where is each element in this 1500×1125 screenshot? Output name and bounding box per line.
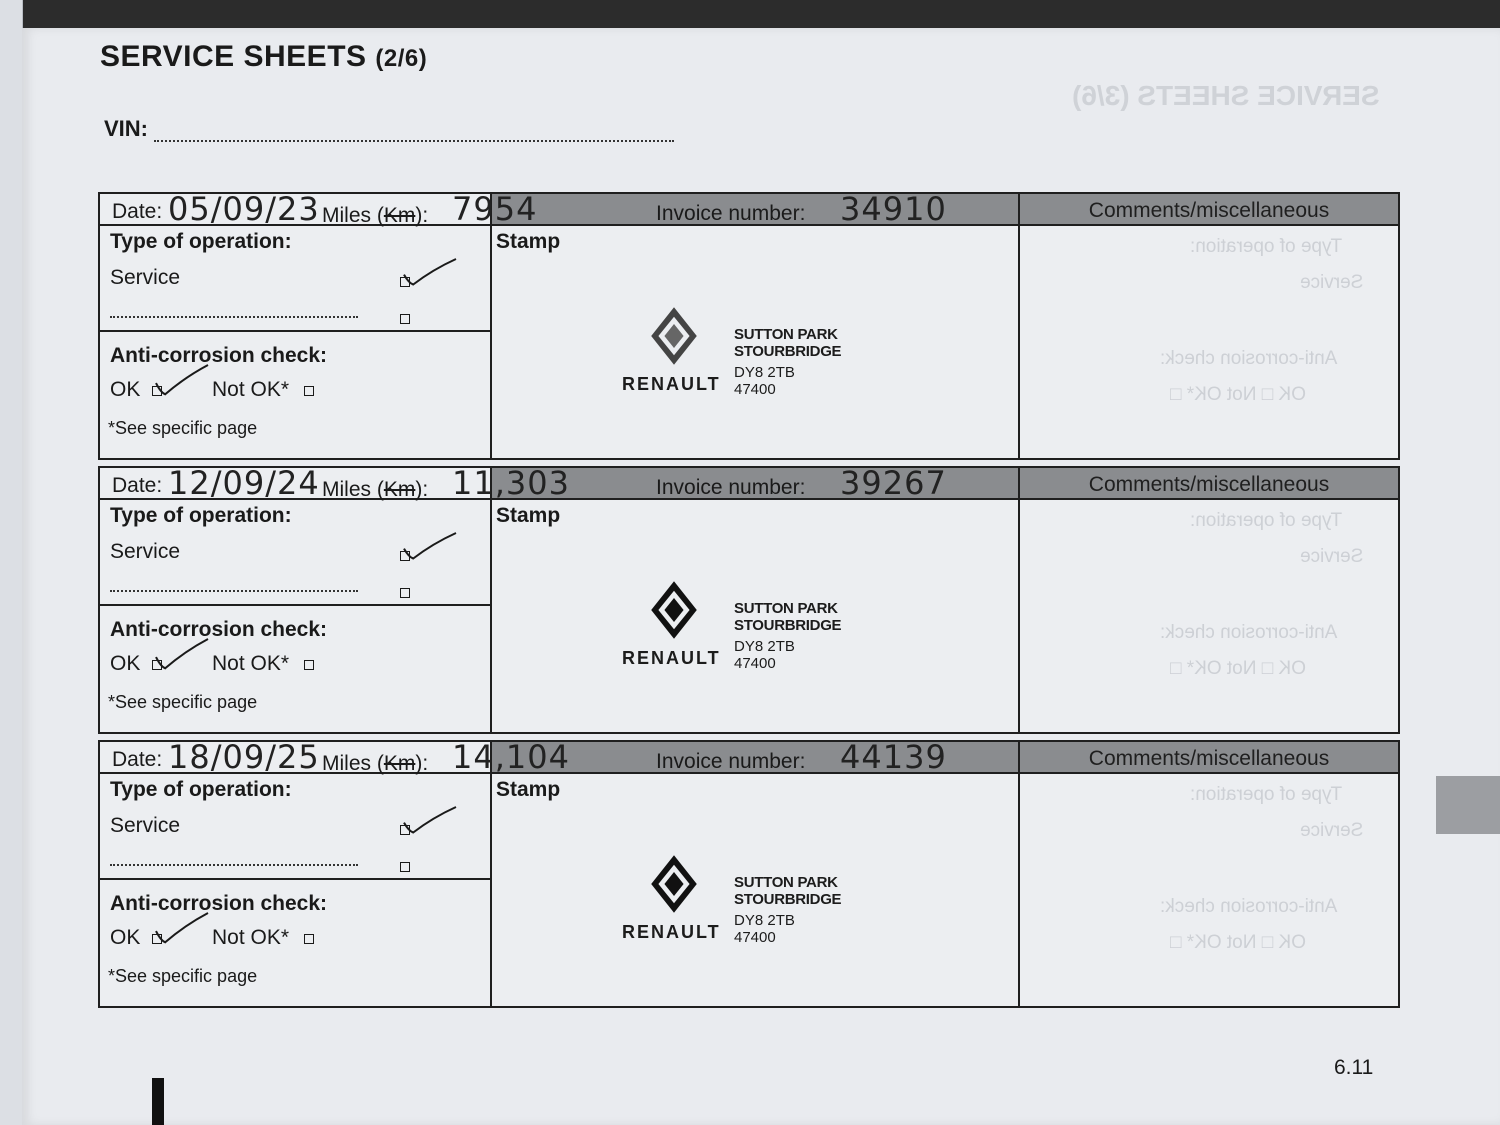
other-operation-line: [110, 316, 358, 318]
dealer-name-line1: SUTTON PARK: [734, 600, 838, 617]
stamp-column: [490, 772, 1018, 1006]
dealer-name-line2: STOURBRIDGE: [734, 891, 842, 908]
dealer-name-line1: SUTTON PARK: [734, 326, 838, 343]
stamp-label: Stamp: [496, 230, 561, 253]
anti-corrosion-label: Anti-corrosion check:: [110, 618, 328, 641]
renault-logo-icon: [650, 580, 698, 645]
vin-field: [104, 116, 674, 142]
stamp-label: Stamp: [496, 504, 561, 527]
vin-label: VIN:: [104, 116, 148, 141]
comments-header: Comments/miscellaneous: [1018, 194, 1398, 226]
section-tab-marker: [1436, 776, 1500, 834]
type-of-operation-label: Type of operation:: [110, 230, 292, 253]
miles-value: 14,104: [452, 738, 570, 776]
show-through-title: SERVICE SHEETS (3/6): [1072, 80, 1380, 111]
miles-value: 7954: [452, 190, 538, 228]
date-value: 05/09/23: [168, 190, 320, 228]
stamp-dealer-block: [734, 874, 841, 946]
show-through-text: Type of operation:: [1190, 784, 1343, 805]
service-label: Service: [110, 266, 181, 289]
anti-corrosion-label: Anti-corrosion check:: [110, 344, 328, 367]
stamp-column: [490, 498, 1018, 732]
invoice-value: 44139: [840, 738, 947, 776]
miles-label: Miles (Km):: [322, 752, 429, 775]
operation-column: [100, 498, 492, 732]
other-operation-line: [110, 864, 358, 866]
ok-label: OK: [110, 652, 141, 675]
stamp-dealer-block: [734, 600, 841, 672]
ok-check-mark: [154, 362, 210, 401]
km-struck: Km: [383, 204, 416, 227]
show-through-text: Type of operation:: [1190, 236, 1343, 257]
type-of-operation-label: Type of operation:: [110, 504, 292, 527]
date-label: Date:: [112, 748, 163, 771]
operation-divider: [100, 330, 490, 332]
stamp-brand: RENAULT: [622, 648, 721, 668]
date-label: Date:: [112, 200, 163, 223]
invoice-value: 39267: [840, 464, 947, 502]
dealer-postcode: DY8 2TB: [734, 638, 795, 655]
operation-column: [100, 772, 492, 1006]
service-sheet-entry: [98, 740, 1400, 1008]
see-specific-page-note: *See specific page: [108, 966, 258, 986]
show-through-text: OK □ Not OK* □: [1170, 384, 1306, 405]
ok-check-mark: [154, 636, 210, 675]
not-ok-checkbox[interactable]: [304, 660, 314, 670]
invoice-label: Invoice number:: [656, 202, 806, 225]
notebook-binding: [0, 0, 23, 1125]
km-struck: Km: [383, 478, 416, 501]
miles-label: Miles (Km):: [322, 204, 429, 227]
stamp-label: Stamp: [496, 778, 561, 801]
comments-header: Comments/miscellaneous: [1018, 468, 1398, 500]
dealer-code: 47400: [734, 929, 776, 946]
date-value: 12/09/24: [168, 464, 320, 502]
not-ok-checkbox[interactable]: [304, 934, 314, 944]
show-through-text: Service: [1300, 272, 1364, 293]
not-ok-label: Not OK*: [212, 652, 290, 675]
invoice-label: Invoice number:: [656, 476, 806, 499]
anti-corrosion-label: Anti-corrosion check:: [110, 892, 328, 915]
stamp-brand: RENAULT: [622, 374, 721, 394]
service-check-mark: [402, 256, 458, 291]
comments-area: [1018, 772, 1398, 1006]
dealer-code: 47400: [734, 655, 776, 672]
vin-dotted-line: [154, 124, 674, 142]
renault-logo-icon: [650, 306, 698, 371]
km-struck: Km: [383, 752, 416, 775]
service-check-mark: [402, 530, 458, 565]
page-title: [100, 40, 427, 74]
invoice-value: 34910: [840, 190, 947, 228]
service-sheet-entry: [98, 466, 1400, 734]
other-operation-checkbox[interactable]: [400, 862, 410, 872]
stamp-brand: RENAULT: [622, 922, 721, 942]
date-value: 18/09/25: [168, 738, 320, 776]
dealer-name-line2: STOURBRIDGE: [734, 617, 842, 634]
operation-divider: [100, 604, 490, 606]
dealer-postcode: DY8 2TB: [734, 364, 795, 381]
service-label: Service: [110, 814, 181, 837]
see-specific-page-note: *See specific page: [108, 418, 258, 438]
comments-area: [1018, 498, 1398, 732]
binding-mark: [152, 1078, 164, 1125]
stamp-dealer-block: [734, 326, 841, 398]
miles-value: 11,303: [452, 464, 570, 502]
not-ok-checkbox[interactable]: [304, 386, 314, 396]
not-ok-label: Not OK*: [212, 378, 290, 401]
show-through-text: Anti-corrosion check:: [1160, 622, 1338, 643]
service-label: Service: [110, 540, 181, 563]
page-title-text: SERVICE SHEETS: [100, 40, 367, 73]
other-operation-checkbox[interactable]: [400, 588, 410, 598]
operation-column: [100, 224, 492, 458]
dealer-name-line1: SUTTON PARK: [734, 874, 838, 891]
operation-divider: [100, 878, 490, 880]
type-of-operation-label: Type of operation:: [110, 778, 292, 801]
dealer-name-line2: STOURBRIDGE: [734, 343, 842, 360]
dealer-code: 47400: [734, 381, 776, 398]
service-sheet-entry: [98, 192, 1400, 460]
other-operation-checkbox[interactable]: [400, 314, 410, 324]
show-through-text: Anti-corrosion check:: [1160, 348, 1338, 369]
show-through-text: Service: [1300, 546, 1364, 567]
renault-logo-icon: [650, 854, 698, 919]
ok-label: OK: [110, 378, 141, 401]
other-operation-line: [110, 590, 358, 592]
show-through-text: Service: [1300, 820, 1364, 841]
not-ok-label: Not OK*: [212, 926, 290, 949]
see-specific-page-note: *See specific page: [108, 692, 258, 712]
ok-check-mark: [154, 910, 210, 949]
show-through-text: Type of operation:: [1190, 510, 1343, 531]
dealer-postcode: DY8 2TB: [734, 912, 795, 929]
show-through-text: OK □ Not OK* □: [1170, 658, 1306, 679]
show-through-text: OK □ Not OK* □: [1170, 932, 1306, 953]
stamp-column: [490, 224, 1018, 458]
ok-label: OK: [110, 926, 141, 949]
comments-header: Comments/miscellaneous: [1018, 742, 1398, 774]
page-title-suffix: (2/6): [375, 45, 428, 72]
service-check-mark: [402, 804, 458, 839]
date-label: Date:: [112, 474, 163, 497]
show-through-text: Anti-corrosion check:: [1160, 896, 1338, 917]
miles-label: Miles (Km):: [322, 478, 429, 501]
page-number: 6.11: [1334, 1056, 1374, 1079]
invoice-label: Invoice number:: [656, 750, 806, 773]
comments-area: [1018, 224, 1398, 458]
